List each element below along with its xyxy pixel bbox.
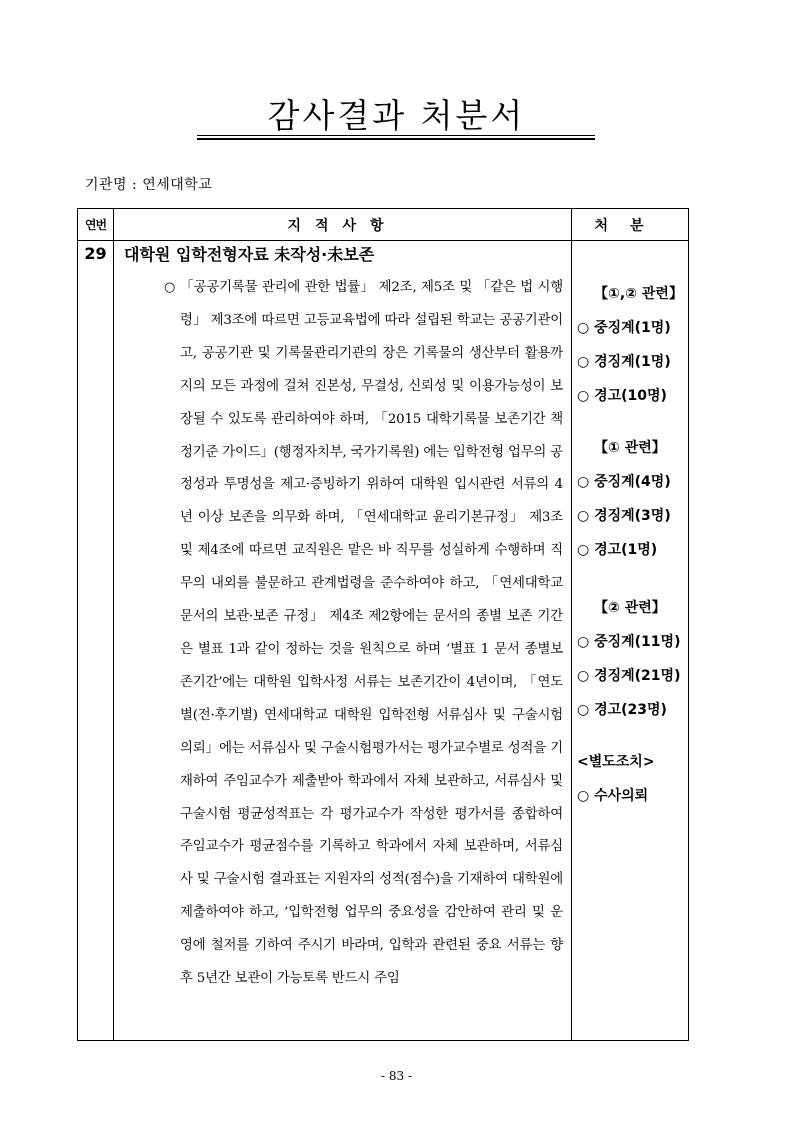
disposition-item: ○ 중징계(11명) <box>577 634 681 650</box>
disposition-group-title: 【①,② 관련】 <box>594 286 683 302</box>
disposition-group-title: 【① 관련】 <box>594 440 666 456</box>
disposition-group-title: 【② 관련】 <box>594 600 666 616</box>
document-title: 감사결과 처분서 <box>267 96 526 135</box>
disposition-item: ○ 수사의뢰 <box>577 788 649 804</box>
header-finding: 지적사항 <box>114 209 572 241</box>
disposition-item: ○ 경고(1명) <box>577 542 658 558</box>
separate-measure-title: <별도조치> <box>577 754 655 770</box>
disposition-item: ○ 중징계(4명) <box>577 474 671 490</box>
bullet-circle: ○ <box>164 280 176 295</box>
row-seq-number: 29 <box>78 241 114 1041</box>
table-row <box>78 241 689 1041</box>
disposition-item: ○ 경징계(21명) <box>577 668 681 684</box>
header-seq: 연번 <box>78 209 114 241</box>
finding-text: 「공공기록물 관리에 관한 법률」 제2조, 제5조 및 「같은 법 시행령」 제3조에 따르면 고등교육법에 따라 설립된 학교는 공공기관이고, 공공기관 및 기록물관리기관의 장은 기록물의 생산부터 활용까지의 모든 과정에 걸쳐 진본성, 무결성, 신뢰성 및 이용가능성이 보장될 수 있도록 관리하여야 하며, 「2015 대학기록물 보존기간 책정기준 가이드」(행정자치부, 국가기록원) 에는 입학전형 업무의 공정성과 투명성을 제고·증빙하기 위하여 대학원 입시관련 서류의 4년 이상 보존을 의무화 하며, 「연세대학교 윤리기본규정」 제3조 및 제4조에 따르면 교직원은 맡은 바 직무를 성실하게 수행하며 직무의 내외를 불문하고 관계법령을 준수하여야 하고, 「연세대학교 문서의 보관·보존 규정」 제4조 제2항에는 문서의 종별 보존 기간은 별표 1과 같이 정하는 것을 원칙으로 하며 ‘별표 1 문서 종별보존기간’에는 대학원 입학사정 서류는 보존기간이 4년이며, 「연도별(전·후기별) 연세대학교 대학원 입학전형 서류심사 및 구술시험 의뢰」에는 서류심사 및 구술시험평가서는 평가교수별로 성적을 기재하여 주임교수가 제출받아 학과에서 자체 보관하고, 서류심사 및 구술시험 평균성적표는 각 평가교수가 작성한 평가서를 종합하여 주임교수가 평균점수를 기록하고 학과에서 자체 보관하며, 서류심사 및 구술시험 결과표는 지원자의 성적(점수)을 기재하여 대학원에 제출하여야 하고, ’입학전형 업무의 중요성을 감안하여 관리 및 운영에 철저를 기하여 주시기 바라며, 입학과 관련된 중요 서류는 향후 5년간 보관이 가능토록 반드시 주임 <box>180 280 563 987</box>
disposition-item: ○ 경징계(3명) <box>577 508 671 524</box>
disposition-item: ○ 경고(10명) <box>577 388 667 404</box>
disposition-cell <box>572 241 689 1041</box>
agency-name: 기관명 : 연세대학교 <box>85 177 213 193</box>
table-header-row <box>78 209 689 241</box>
finding-cell <box>114 241 572 1041</box>
disposition-item: ○ 경고(23명) <box>577 702 667 718</box>
audit-result-table <box>77 208 689 1041</box>
title-underline <box>197 135 595 136</box>
page-number: - 83 - <box>380 1069 412 1083</box>
case-title: 대학원 입학전형자료 未작성·未보존 <box>124 245 375 264</box>
finding-body <box>114 267 571 996</box>
disposition-item: ○ 경징계(1명) <box>577 354 671 370</box>
title-double-underline <box>197 138 595 140</box>
disposition-item: ○ 중징계(1명) <box>577 320 671 336</box>
header-disposition: 처분 <box>572 209 689 241</box>
